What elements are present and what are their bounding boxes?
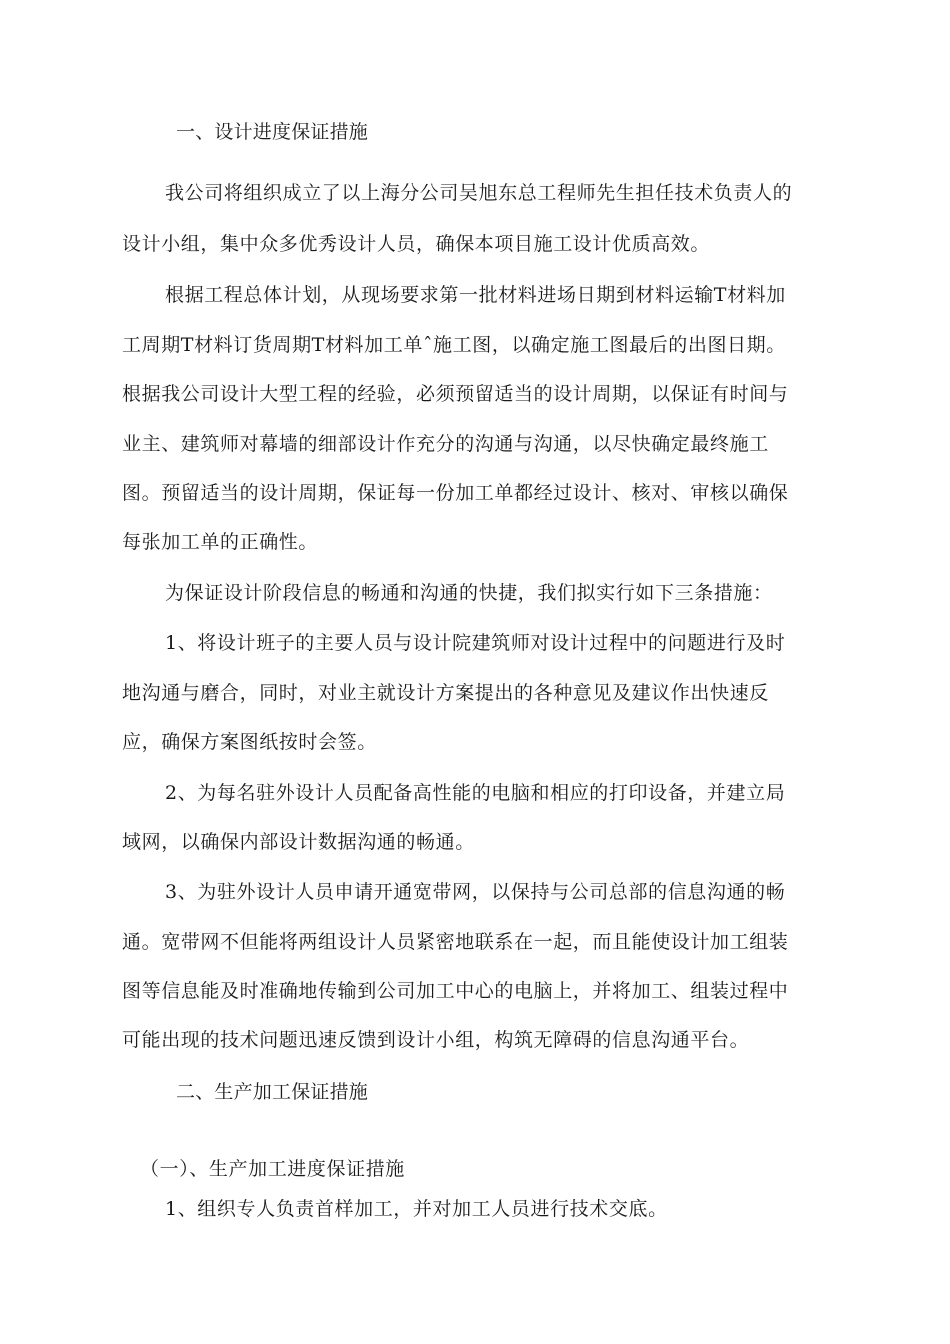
paragraph-line: 我公司将组织成立了以上海分公司吴旭东总工程师先生担任技术负责人的 [165,182,793,204]
paragraph-line: 为保证设计阶段信息的畅通和沟通的快捷，我们拟实行如下三条措施： [165,582,773,604]
section-heading-design-schedule: 一、设计进度保证措施 [176,121,369,143]
list-item-line: 通。宽带网不但能将两组设计人员紧密地联系在一起，而且能使设计加工组装 [122,931,789,953]
paragraph-line: 每张加工单的正确性。 [122,531,319,553]
list-item-line: 3、为驻外设计人员申请开通宽带网，以保持与公司总部的信息沟通的畅 [165,881,786,903]
list-item-line: 地沟通与磨合，同时，对业主就设计方案提出的各种意见及建议作出快速反 [122,682,769,704]
paragraph-line: 图。预留适当的设计周期，保证每一份加工单都经过设计、核对、审核以确保 [122,482,789,504]
section-heading-production: 二、生产加工保证措施 [176,1081,369,1103]
list-item-line: 1、组织专人负责首样加工，并对加工人员进行技术交底。 [165,1198,668,1220]
paragraph-line: 业主、建筑师对幕墙的细部设计作充分的沟通与沟通，以尽快确定最终施工 [122,433,769,455]
list-item-line: 域网，以确保内部设计数据沟通的畅通。 [122,831,475,853]
paragraph-line: 设计小组，集中众多优秀设计人员，确保本项目施工设计优质高效。 [122,233,711,255]
subsection-heading: （一）、生产加工进度保证措施 [140,1158,405,1180]
paragraph-line: 根据工程总体计划，从现场要求第一批材料进场日期到材料运输T材料加 [165,284,786,306]
list-item-line: 1、将设计班子的主要人员与设计院建筑师对设计过程中的问题进行及时 [165,632,786,654]
list-item-line: 2、为每名驻外设计人员配备高性能的电脑和相应的打印设备，并建立局 [165,782,786,804]
list-item-line: 图等信息能及时准确地传输到公司加工中心的电脑上，并将加工、组装过程中 [122,980,789,1002]
list-item-line: 应，确保方案图纸按时会签。 [122,731,377,753]
list-item-line: 可能出现的技术问题迅速反馈到设计小组，构筑无障碍的信息沟通平台。 [122,1029,750,1051]
paragraph-line: 根据我公司设计大型工程的经验，必须预留适当的设计周期，以保证有时间与 [122,383,789,405]
paragraph-line: 工周期T材料订货周期T材料加工单ˆ施工图，以确定施工图最后的出图日期。 [122,334,786,356]
